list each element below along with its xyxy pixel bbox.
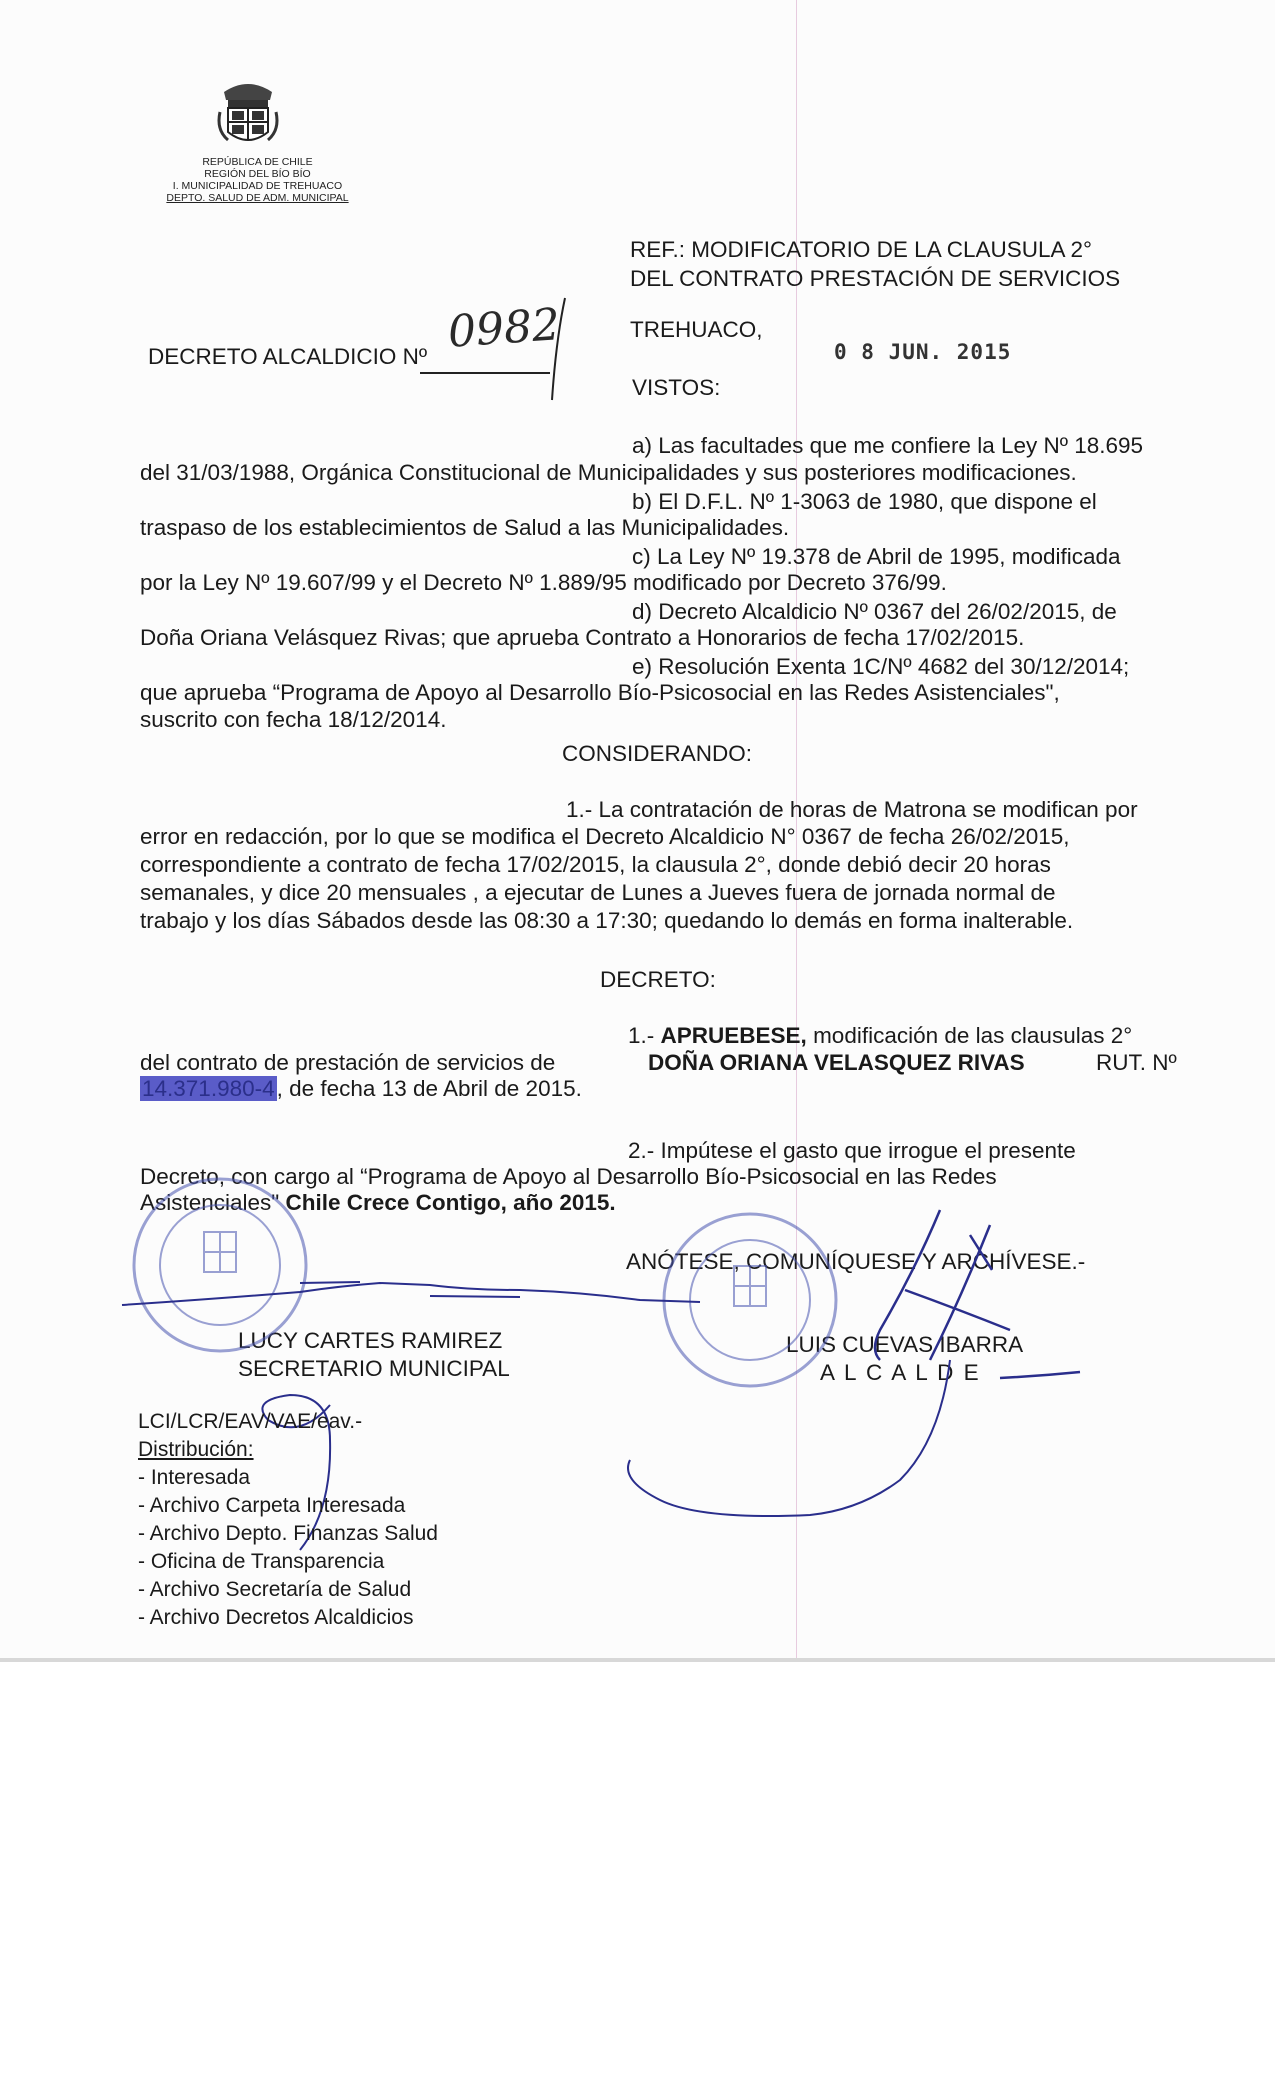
decreto-heading: DECRETO: bbox=[600, 967, 716, 992]
secretary-title: SECRETARIO MUNICIPAL bbox=[238, 1356, 510, 1381]
header-municipality: I. MUNICIPALIDAD DE TREHUACO bbox=[172, 180, 343, 192]
decreto-item-2-line2: Decreto, con cargo al “Programa de Apoyo al Desarrollo Bío-Psicosocial en las Redes bbox=[140, 1164, 997, 1189]
distribution-item: - Archivo Carpeta Interesada bbox=[138, 1494, 406, 1517]
vistos-a-line1: a) Las facultades que me confiere la Ley Nº 18.695 bbox=[632, 433, 1144, 458]
distribution-heading: Distribución: bbox=[138, 1438, 254, 1461]
vistos-b-line2: traspaso de los establecimientos de Salud a las Municipalidades. bbox=[140, 515, 790, 540]
distribution-item: - Archivo Decretos Alcaldicios bbox=[138, 1606, 414, 1629]
vistos-d-line2: Doña Oriana Velásquez Rivas; que aprueba Contrato a Honorarios de fecha 17/02/2015. bbox=[140, 625, 1025, 650]
distribution-item: - Archivo Depto. Finanzas Salud bbox=[138, 1522, 438, 1545]
distribution-item: - Oficina de Transparencia bbox=[138, 1550, 385, 1573]
vistos-e-line2: que aprueba “Programa de Apoyo al Desarrollo Bío-Psicosocial en las Redes Asistenciales", bbox=[140, 680, 1060, 705]
decree-number-underline bbox=[420, 372, 550, 374]
vistos-c-line1: c) La Ley Nº 19.378 de Abril de 1995, modificada bbox=[632, 544, 1121, 569]
vistos-e-line3: suscrito con fecha 18/12/2014. bbox=[140, 707, 447, 732]
header-republic: REPÚBLICA DE CHILE bbox=[202, 156, 313, 168]
mayor-title: A L C A L D E bbox=[820, 1360, 981, 1385]
decree-number-handwritten: 0982 bbox=[446, 299, 562, 358]
mayor-name: LUIS CUEVAS IBARRA bbox=[786, 1332, 1024, 1357]
secretary-name: LUCY CARTES RAMIREZ bbox=[238, 1328, 503, 1353]
rut-redacted: 14.371.980-4 bbox=[142, 1076, 275, 1101]
closing-formula: ANÓTESE, COMUNÍQUESE Y ARCHÍVESE.- bbox=[626, 1249, 1086, 1274]
decreto-item-1-line3: 14.371.980-4, de fecha 13 de Abril de 2015. bbox=[142, 1076, 582, 1101]
decreto-item-2-line1: 2.- Impútese el gasto que irrogue el presente bbox=[628, 1138, 1076, 1163]
decreto-item-1-line1: 1.- APRUEBESE, modificación de las clausulas 2° bbox=[628, 1023, 1133, 1048]
decreto-item-2-line3: Asistenciales" Chile Crece Contigo, año 2015. bbox=[140, 1190, 616, 1215]
considerando-line-5: trabajo y los días Sábados desde las 08:30 a 17:30; quedando lo demás en forma inalterable. bbox=[140, 908, 1074, 933]
vistos-c-line2: por la Ley Nº 19.607/99 y el Decreto Nº 1.889/95 modificado por Decreto 376/99. bbox=[140, 570, 947, 595]
vistos-a-line2: del 31/03/1988, Orgánica Constitucional de Municipalidades y sus posteriores modificaciones. bbox=[140, 460, 1077, 485]
mayor-stamp-icon bbox=[664, 1214, 836, 1386]
rut-label: RUT. Nº bbox=[1096, 1050, 1177, 1075]
decree-label: DECRETO ALCALDICIO Nº bbox=[148, 344, 428, 369]
vistos-b-line1: b) El D.F.L. Nº 1-3063 de 1980, que dispone el bbox=[632, 489, 1097, 514]
ref-line-2: DEL CONTRATO PRESTACIÓN DE SERVICIOS bbox=[630, 266, 1121, 291]
considerando-line-4: semanales, y dice 20 mensuales , a ejecutar de Lunes a Jueves fuera de jornada normal de bbox=[140, 880, 1056, 905]
distribution-item: - Interesada bbox=[138, 1466, 251, 1489]
ref-line-1: REF.: MODIFICATORIO DE LA CLAUSULA 2° bbox=[630, 237, 1093, 262]
beneficiary-name: DOÑA ORIANA VELASQUEZ RIVAS bbox=[648, 1050, 1025, 1075]
considerando-line-1: 1.- La contratación de horas de Matrona se modifican por bbox=[566, 797, 1138, 822]
vistos-e-line1: e) Resolución Exenta 1C/Nº 4682 del 30/12/2014; bbox=[632, 654, 1130, 679]
distribution-item: - Archivo Secretaría de Salud bbox=[138, 1578, 412, 1601]
considerando-line-3: correspondiente a contrato de fecha 17/02/2015, la clausula 2°, donde debió decir 20 horas bbox=[140, 852, 1051, 877]
decreto-item-1-line2a: del contrato de prestación de servicios de bbox=[140, 1050, 556, 1075]
considerando-line-2: error en redacción, por lo que se modifica el Decreto Alcaldicio N° 0367 de fecha 26/02/2015, bbox=[140, 824, 1070, 849]
vistos-heading: VISTOS: bbox=[632, 375, 721, 400]
vistos-d-line1: d) Decreto Alcaldicio Nº 0367 del 26/02/2015, de bbox=[632, 599, 1117, 624]
considerando-heading: CONSIDERANDO: bbox=[562, 741, 753, 766]
place-label: TREHUACO, bbox=[630, 317, 763, 342]
page-bottom-edge bbox=[0, 1658, 1275, 1662]
header-region: REGIÓN DEL BÍO BÍO bbox=[204, 168, 311, 180]
date-stamp: 0 8 JUN. 2015 bbox=[834, 340, 1012, 364]
header-department: DEPTO. SALUD DE ADM. MUNICIPAL bbox=[166, 192, 349, 204]
secretary-signature bbox=[122, 1283, 700, 1305]
distribution-initials: LCI/LCR/EAV/VAE/eav.- bbox=[138, 1410, 363, 1433]
